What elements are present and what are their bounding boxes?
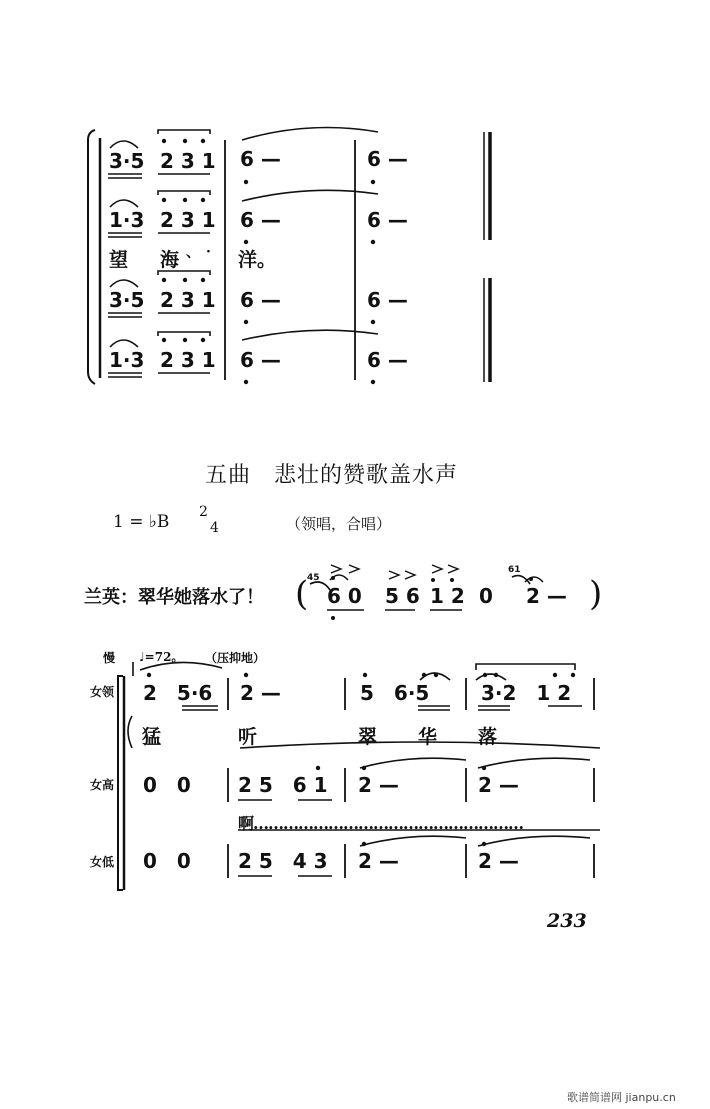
row4-m3-notes: 6 — [367,348,408,372]
lower-system-brace [118,676,123,890]
part-name-soprano: 女高 [90,778,115,792]
lower-lyric-1: 猛 [142,726,162,748]
alto-measure-4: 2 — [478,849,519,873]
intro-fermata-2 [525,577,543,582]
section-title: 五曲 悲壮的赞歌盖水声 [205,463,459,488]
upper-tie-row1 [242,128,378,141]
tempo-mark: ♩=72。 [139,650,184,664]
time-signature [196,504,222,540]
time-signature-bottom: 4 [210,520,219,536]
row3-m1-notes-b: 2 3 1 [160,288,216,312]
upper-slur-row1 [110,141,138,148]
lead-slur-3 [476,674,506,680]
tempo-speed: 慢 [103,651,116,665]
upper-bracket-row2 [158,191,210,195]
key-signature: 1 = ♭B [113,512,170,532]
lead-bracket-1 [476,664,575,670]
row3-m3-notes: 6 — [367,288,408,312]
upper-slur-row3 [110,280,138,287]
lower-lyric-brace [128,716,132,748]
lead-measure-1: 2 5·6 [143,681,213,705]
intro-accents [331,565,458,579]
upper-lyric-4: · [206,244,211,260]
alto-measure-2: 2 5 4 3 [238,849,328,873]
intro-close-paren: ) [589,574,603,614]
upper-slur-row4 [110,340,138,347]
soprano-measure-4: 2 — [478,773,519,797]
soprano-measure-2: 2 5 6 1 [238,773,328,797]
row3-m2-notes: 6 — [240,288,281,312]
soprano-tie-3 [478,758,590,768]
alto-measure-1: 0 0 [143,849,191,873]
intro-open-paren: ( [295,574,309,614]
intro-grace-notes-2: 61 [508,565,521,575]
upper-tie-row2 [242,190,378,201]
intro-notes-1: 6 0 [327,584,362,608]
soprano-measure-3: 2 — [358,773,399,797]
upper-lyric-2: 海 [160,249,180,271]
lower-lyric-3: 翠 [358,726,378,748]
lower-lyric-5: 落 [478,726,498,748]
row3-m1-notes-a: 3·5 [109,288,145,312]
alto-measure-3: 2 — [358,849,399,873]
upper-lyric-5: 洋。 [238,249,277,271]
upper-bracket-row1 [158,130,210,134]
row4-m1-notes-a: 1·3 [109,348,145,372]
row4-m1-notes-b: 2 3 1 [160,348,216,372]
row1-m2-notes: 6 — [240,147,281,171]
intro-fermata-1 [330,575,348,580]
lead-measure-4: 3·2 1 2 [481,681,572,705]
intro-grace-notes-1: 45 [307,573,320,583]
alto-tie-2 [478,836,590,846]
row1-m1-notes-a: 3·5 [109,149,145,173]
intro-notes-3: 1 2 [430,584,465,608]
intro-notes-2: 5 6 [385,584,420,608]
intro-last-note: 2 — [526,584,567,608]
aah-lyric: 啊……………………………………………… [238,814,524,833]
lead-measure-2: 2 — [240,681,281,705]
lower-lyric-4: 华 [418,726,438,748]
row2-m3-notes: 6 — [367,208,408,232]
lower-lyric-2: 听 [238,726,258,748]
soprano-tie-2 [360,758,466,768]
row1-m3-notes: 6 — [367,147,408,171]
part-name-alto: 女低 [90,855,115,869]
page-number: 233 [547,910,587,932]
alto-tie-1 [360,836,466,846]
row4-m2-notes: 6 — [240,348,281,372]
part-name-lead: 女领 [90,685,115,699]
row1-m1-notes-b: 2 3 1 [160,149,216,173]
watermark: 歌谱简谱网 jianpu.cn [567,1091,676,1104]
row2-m2-notes: 6 — [240,208,281,232]
upper-bracket-row4 [158,332,210,336]
upper-lyric-1: 望 [109,249,129,271]
lead-measure-3: 5 6·5 [360,681,430,705]
row2-m1-notes-b: 2 3 1 [160,208,216,232]
upper-tie-row4 [242,330,378,340]
upper-lyric-3: 、 [186,245,200,261]
intro-notes-4: 0 [479,584,493,608]
upper-slur-row2 [110,200,138,207]
row2-m1-notes-a: 1·3 [109,208,145,232]
performance-note: （领唱，合唱） [286,515,392,533]
upper-system-bracket [88,130,95,384]
lead-slur-2 [420,673,450,680]
time-signature-top: 2 [199,504,208,520]
speaker-line: 兰英：翠华她落水了！ [84,587,264,608]
tempo-expression: （压抑地） [205,651,266,665]
soprano-measure-1: 0 0 [143,773,191,797]
intro-grace-slur-2 [512,576,530,584]
upper-underlines [108,174,210,377]
